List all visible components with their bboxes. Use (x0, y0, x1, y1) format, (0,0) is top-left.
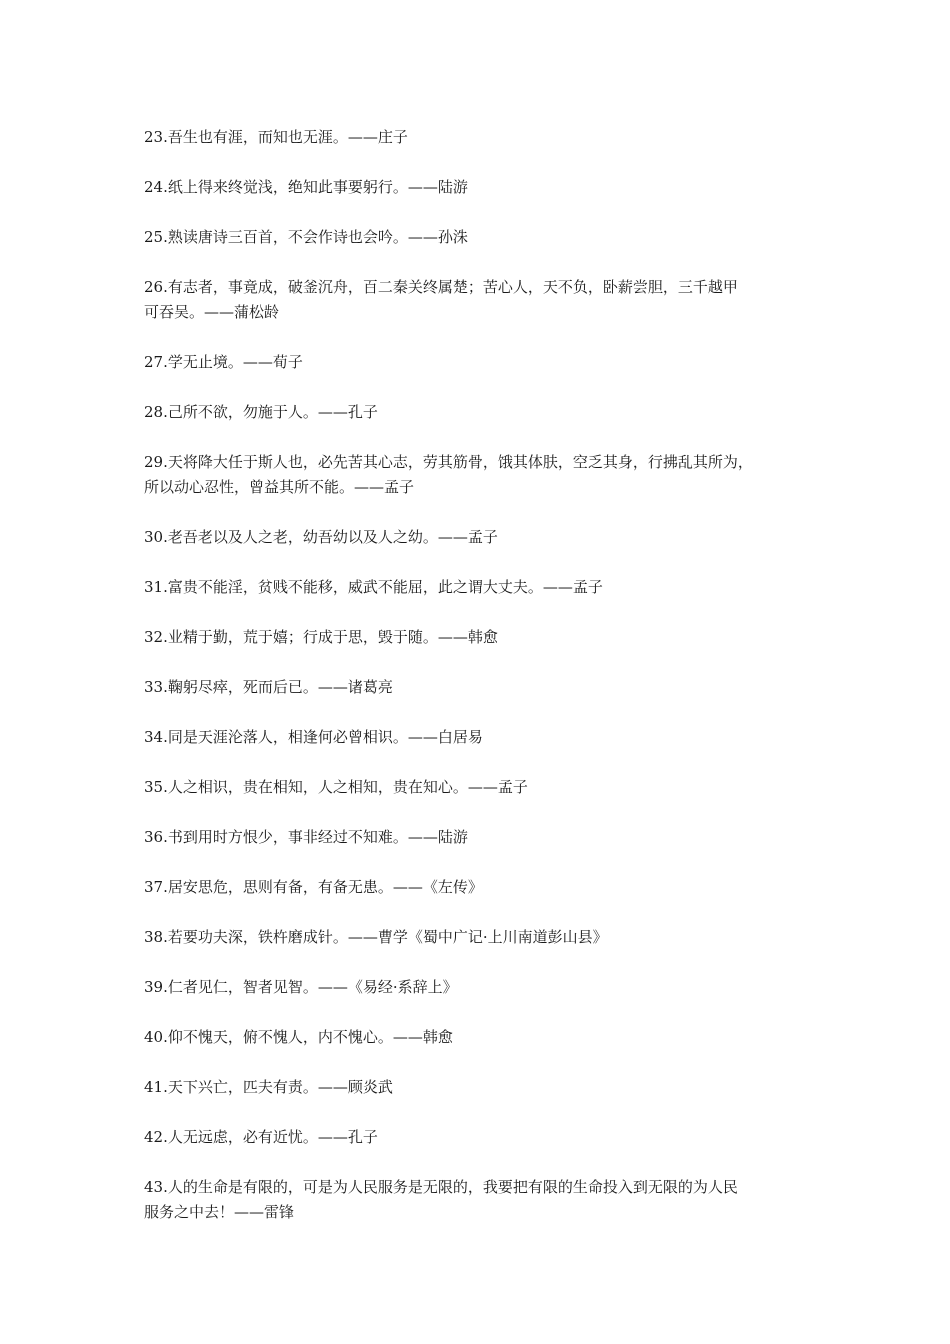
quote-text: 己所不欲，勿施于人。——孔子 (167, 403, 378, 421)
quote-text: 富贵不能淫，贫贱不能移，威武不能屈，此之谓大丈夫。——孟子 (167, 578, 603, 596)
quote-item (144, 775, 816, 800)
quote-list (144, 125, 816, 1250)
quote-text: 人无远虑，必有近忧。——孔子 (167, 1128, 378, 1146)
quote-text: 书到用时方恨少，事非经过不知难。——陆游 (167, 828, 468, 846)
quote-number: 34. (144, 728, 168, 746)
quote-number: 38. (144, 928, 168, 946)
quote-number: 30. (144, 528, 168, 546)
quote-text: 人的生命是有限的，可是为人民服务是无限的，我要把有限的生命投入到无限的为人民 服务之中去！——雷锋 (144, 1178, 738, 1221)
quote-item (144, 350, 816, 375)
quote-number: 36. (144, 828, 168, 846)
quote-item (144, 925, 816, 950)
quote-number: 24. (144, 178, 168, 196)
quote-item (144, 175, 816, 200)
quote-item (144, 450, 816, 500)
quote-number: 42. (144, 1128, 168, 1146)
quote-text: 人之相识，贵在相知，人之相知，贵在知心。——孟子 (167, 778, 528, 796)
quote-text: 天将降大任于斯人也，必先苦其心志，劳其筋骨，饿其体肤，空乏其身，行拂乱其所为， 所以动心忍性，曾益其所不能。——孟子 (144, 453, 753, 496)
quote-number: 27. (144, 353, 168, 371)
quote-number: 23. (144, 128, 168, 146)
quote-item (144, 225, 816, 250)
quote-number: 31. (144, 578, 168, 596)
quote-item (144, 675, 816, 700)
quote-item (144, 1125, 816, 1150)
quote-text: 若要功夫深，铁杵磨成针。——曹学《蜀中广记·上川南道彭山县》 (167, 928, 608, 946)
quote-number: 25. (144, 228, 168, 246)
quote-item (144, 275, 816, 325)
quote-item (144, 1025, 816, 1050)
quote-item (144, 525, 816, 550)
quote-number: 40. (144, 1028, 168, 1046)
quote-number: 28. (144, 403, 168, 421)
quote-number: 32. (144, 628, 168, 646)
quote-number: 37. (144, 878, 168, 896)
quote-text: 鞠躬尽瘁，死而后已。——诸葛亮 (167, 678, 393, 696)
quote-text: 老吾老以及人之老，幼吾幼以及人之幼。——孟子 (167, 528, 498, 546)
quote-item (144, 125, 816, 150)
quote-item (144, 825, 816, 850)
quote-text: 仰不愧天，俯不愧人，内不愧心。——韩愈 (167, 1028, 453, 1046)
quote-text: 学无止境。——荀子 (167, 353, 303, 371)
quote-item (144, 975, 816, 1000)
quote-text: 熟读唐诗三百首，不会作诗也会吟。——孙洙 (167, 228, 468, 246)
quote-number: 29. (144, 453, 168, 471)
quote-text: 纸上得来终觉浅，绝知此事要躬行。——陆游 (167, 178, 468, 196)
quote-text: 同是天涯沦落人，相逢何必曾相识。——白居易 (167, 728, 483, 746)
quote-text: 天下兴亡，匹夫有责。——顾炎武 (167, 1078, 393, 1096)
quote-item (144, 725, 816, 750)
quote-item (144, 625, 816, 650)
quote-number: 41. (144, 1078, 168, 1096)
quote-item (144, 1075, 816, 1100)
quote-item (144, 1175, 816, 1225)
quote-text: 业精于勤，荒于嬉；行成于思，毁于随。——韩愈 (167, 628, 498, 646)
quote-number: 43. (144, 1178, 168, 1196)
quote-number: 35. (144, 778, 168, 796)
quote-item (144, 575, 816, 600)
quote-text: 吾生也有涯，而知也无涯。——庄子 (167, 128, 408, 146)
quote-text: 居安思危，思则有备，有备无患。——《左传》 (167, 878, 483, 896)
quote-item (144, 875, 816, 900)
quote-text: 有志者，事竟成，破釜沉舟，百二秦关终属楚；苦心人，天不负，卧薪尝胆，三千越甲 可吞吴。——蒲松龄 (144, 278, 738, 321)
quote-text: 仁者见仁，智者见智。——《易经·系辞上》 (167, 978, 458, 996)
quote-item (144, 400, 816, 425)
quote-number: 39. (144, 978, 168, 996)
quote-number: 33. (144, 678, 168, 696)
quote-number: 26. (144, 278, 168, 296)
